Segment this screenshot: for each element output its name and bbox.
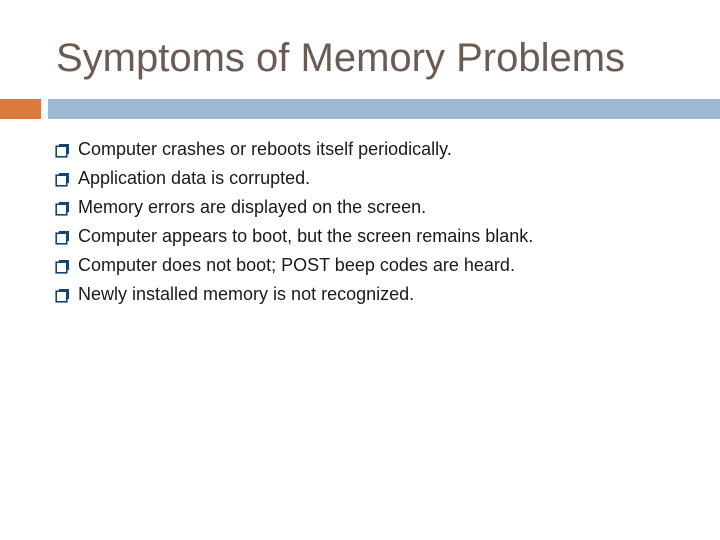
list-item (50, 135, 533, 164)
title-accent-bar (0, 99, 41, 119)
bullet-text: Computer appears to boot, but the screen remains blank. (78, 226, 534, 246)
bullet-text: Newly installed memory is not recognized. (78, 284, 415, 304)
bullet-text: Memory errors are displayed on the screen. (78, 197, 427, 217)
list-item (50, 280, 533, 309)
list-item (50, 193, 533, 222)
bullet-text: Computer does not boot; POST beep codes are heard. (78, 255, 515, 275)
checkbox-bullet-icon (53, 198, 73, 218)
slide-title: Symptoms of Memory Problems (56, 36, 626, 80)
checkbox-bullet-icon (53, 140, 73, 160)
list-item (50, 251, 533, 280)
checkbox-bullet-icon (53, 227, 73, 247)
bullet-text: Application data is corrupted. (78, 168, 311, 188)
list-item (50, 164, 533, 193)
title-rule-bar (48, 99, 720, 119)
bullet-text: Computer crashes or reboots itself periodically. (78, 139, 452, 159)
bullet-list (50, 135, 533, 309)
checkbox-bullet-icon (53, 256, 73, 276)
checkbox-bullet-icon (53, 285, 73, 305)
list-item (50, 222, 533, 251)
checkbox-bullet-icon (53, 169, 73, 189)
